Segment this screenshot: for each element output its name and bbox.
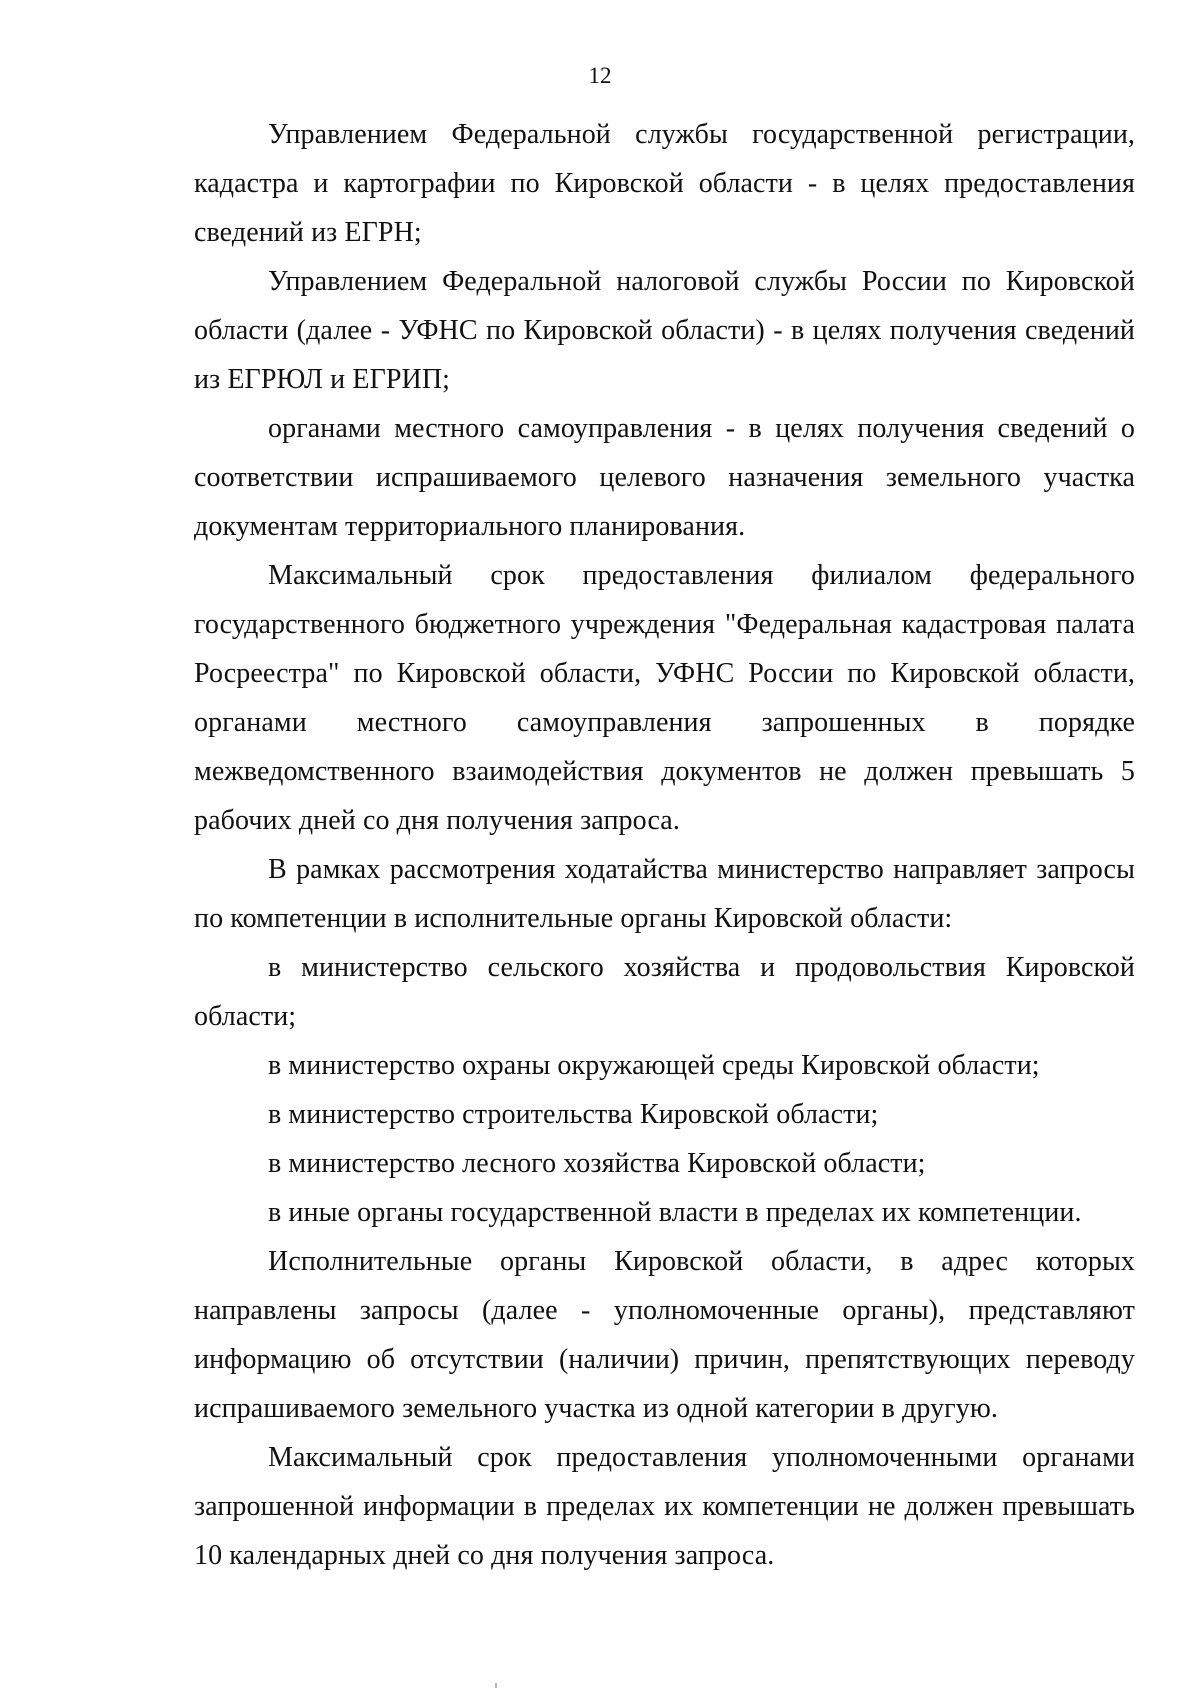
- paragraph-ministry-construction: в министерство строительства Кировской области;: [268, 1099, 879, 1130]
- paragraph-other-authorities: в иные органы государственной власти в пределах их компетенции.: [268, 1197, 1082, 1228]
- paragraph-ministry-forestry: в министерство лесного хозяйства Кировской области;: [268, 1148, 926, 1179]
- paragraph-authorized-bodies: Исполнительные органы Кировской области, в адрес которых направлены запросы (далее - уполномоченные органы), представляют информацию об отсутствии (наличии) причин, препятствующих переводу испрашиваемого земельного участка из одной категории в другую.: [194, 1246, 1135, 1424]
- scan-artifact-mark: [495, 1683, 497, 1688]
- paragraph-ministry-agriculture: в министерство сельского хозяйства и продовольствия Кировской области;: [194, 952, 1135, 1032]
- paragraph-ministry-requests: В рамках рассмотрения ходатайства министерство направляет запросы по компетенции в исполнительные органы Кировской области:: [194, 854, 1135, 934]
- paragraph-local-government: органами местного самоуправления - в целях получения сведений о соответствии испрашиваемого целевого назначения земельного участка документам территориального планирования.: [194, 413, 1135, 542]
- paragraph-max-term-5-days: Максимальный срок предоставления филиалом федерального государственного бюджетного учреждения "Федеральная кадастровая палата Росреестра" по Кировской области, УФНС России по Кировской области, органами местного самоуправления запрошенных в порядке межведомственного взаимодействия документов не должен превышать 5 рабочих дней со дня получения запроса.: [194, 560, 1135, 836]
- paragraph-ministry-environment: в министерство охраны окружающей среды Кировской области;: [268, 1050, 1040, 1081]
- paragraph-max-term-10-days: Максимальный срок предоставления уполномоченными органами запрошенной информации в пределах их компетенции не должен превышать 10 календарных дней со дня получения запроса.: [194, 1442, 1135, 1571]
- paragraph-ufns: Управлением Федеральной налоговой службы России по Кировской области (далее - УФНС по Кировской области) - в целях получения сведений из ЕГРЮЛ и ЕГРИП;: [194, 266, 1135, 395]
- page-number: 12: [588, 63, 612, 88]
- paragraph-rosreestr: Управлением Федеральной службы государственной регистрации, кадастра и картографии по Кировской области - в целях предоставления сведений из ЕГРН;: [194, 119, 1135, 248]
- document-body: [194, 110, 1135, 1580]
